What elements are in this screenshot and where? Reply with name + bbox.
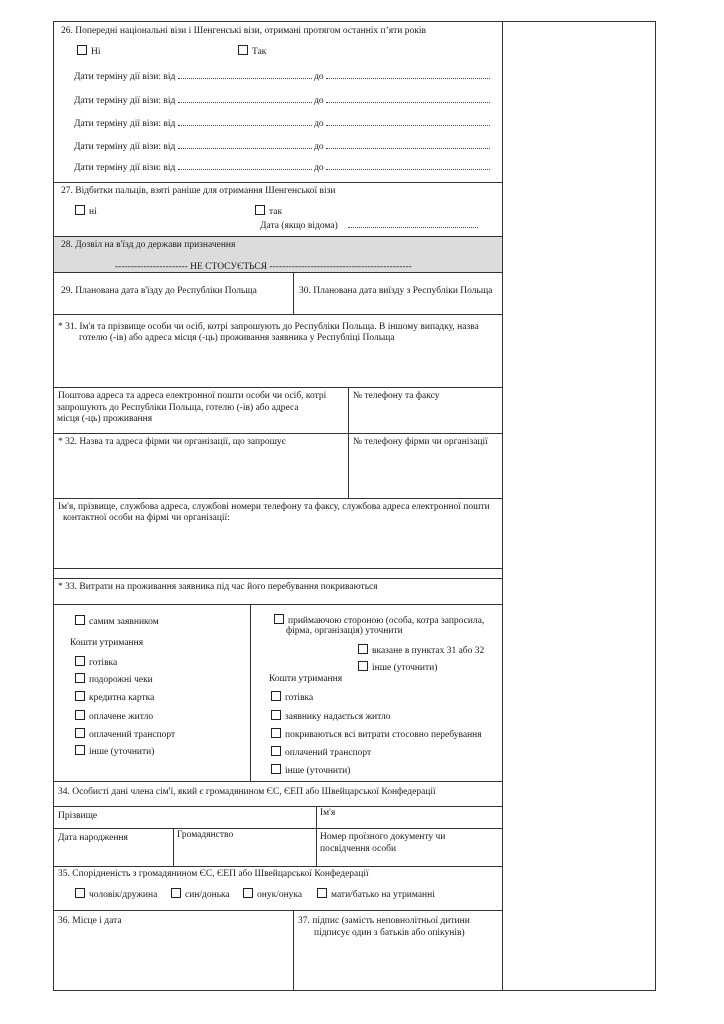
s33-right-checkbox[interactable] <box>271 728 281 738</box>
s27-date-label: Дата (якщо відома) <box>260 221 338 231</box>
divider <box>53 182 502 183</box>
s33-left-label: оплачене житло <box>89 712 154 722</box>
s33-title: * 33. Витрати на проживання заявника під час його перебування покриваються <box>58 582 378 592</box>
s27-option-yes[interactable] <box>255 205 282 218</box>
s32-contact-line1: Ім'я, прізвище, службова адреса, службові номери телефону та факсу, службова адреса електронної пошти <box>58 502 490 512</box>
s33-right-checkbox[interactable] <box>271 746 281 756</box>
s26-to-field[interactable] <box>326 161 490 170</box>
divider <box>53 272 502 273</box>
s26-from-field[interactable] <box>178 161 312 170</box>
divider <box>348 387 349 498</box>
s33-right-option[interactable] <box>271 764 350 777</box>
s26-to-label: до <box>314 119 324 129</box>
s30-title: 30. Планована дата виїзду з Республіки Польща <box>299 286 493 296</box>
s26-visa-row-3 <box>74 117 490 130</box>
s33-left-label: інше (уточнити) <box>89 747 155 757</box>
s35-checkbox[interactable] <box>75 888 85 898</box>
s34-citizenship-label: Громадянство <box>177 830 234 840</box>
s33-right-checkbox[interactable] <box>271 710 281 720</box>
divider <box>173 828 174 866</box>
divider <box>293 910 294 990</box>
s37-line2: підписує один з батьків або опікунів) <box>314 928 465 938</box>
s27-date-field[interactable] <box>348 219 478 228</box>
s33-right-label: інше (уточнити) <box>285 766 351 776</box>
s26-from-field[interactable] <box>178 140 312 149</box>
s33-sub-label: вказане в пунктах 31 або 32 <box>372 646 485 656</box>
s33-by-applicant-checkbox[interactable] <box>75 615 85 625</box>
divider <box>250 604 251 781</box>
form-middle-border <box>502 21 503 991</box>
s26-visa-row-5 <box>74 161 490 174</box>
s27-date <box>260 219 478 232</box>
s33-sub-label: інше (уточнити) <box>372 663 438 673</box>
s33-sub-checkbox[interactable] <box>358 661 368 671</box>
divider <box>53 604 502 605</box>
s26-from-label: Дати терміну дії візи: від <box>74 119 176 129</box>
s31-title-line1: * 31. Ім'я та прізвище особи чи осіб, котрі запрошують до Республіки Польща. В іншому випадку, назва <box>58 322 479 332</box>
s33-left-checkbox[interactable] <box>75 656 85 666</box>
s32-phone-label: № телефону фірми чи організації <box>353 437 488 447</box>
s33-right-option[interactable] <box>271 746 371 759</box>
s33-left-checkbox[interactable] <box>75 745 85 755</box>
s35-checkbox[interactable] <box>317 888 327 898</box>
s33-left-checkbox[interactable] <box>75 710 85 720</box>
s33-right-label: оплачений транспорт <box>285 748 372 758</box>
s33-left-checkbox[interactable] <box>75 673 85 683</box>
s26-from-field[interactable] <box>178 94 312 103</box>
s35-label: син/донька <box>185 890 230 900</box>
divider <box>53 568 502 569</box>
s31-address-line3: місця (-ць) проживання <box>57 414 153 424</box>
s32-contact-line2: контактної особи на фірмі чи організації: <box>63 513 230 523</box>
divider <box>293 272 294 314</box>
divider <box>53 781 502 782</box>
divider <box>53 433 502 434</box>
s26-to-field[interactable] <box>326 117 490 126</box>
s33-left-label: готівка <box>89 658 118 668</box>
divider <box>53 806 502 807</box>
s35-option[interactable] <box>243 888 302 901</box>
form-right-border <box>655 21 656 991</box>
s37-line1: 37. підпис (замість неповнолітньої дитини <box>298 916 470 926</box>
s26-to-label: до <box>314 163 324 173</box>
s26-to-label: до <box>314 142 324 152</box>
s33-right-option[interactable] <box>271 691 313 704</box>
form-top-border <box>53 21 655 22</box>
s33-right-checkbox[interactable] <box>271 691 281 701</box>
s33-by-applicant-label: самим заявником <box>89 617 159 627</box>
s26-from-field[interactable] <box>178 117 312 126</box>
s26-to-label: до <box>314 72 324 82</box>
s33-by-host-line2: фірма, організація) уточнити <box>286 626 403 636</box>
s33-left-label: кредитна картка <box>89 693 155 703</box>
s27-title: 27. Відбитки пальців, взяті раніше для отримання Шенгенської візи <box>61 186 336 196</box>
s26-visa-row-1 <box>74 70 490 83</box>
s33-left-checkbox[interactable] <box>75 691 85 701</box>
s31-address-line2: запрошують до Республіки Польща, готелю (-ів) або адреса <box>57 403 299 413</box>
s34-doc-line1: Номер проїзного документу чи <box>320 832 446 842</box>
s35-title: 35. Спорідненість з громадянином ЄС, ЄЕП або Швейцарської Конфедерації <box>58 869 369 879</box>
divider <box>53 578 502 579</box>
s26-option-yes[interactable] <box>238 45 266 58</box>
s33-left-option[interactable] <box>75 691 154 704</box>
s31-phone-label: № телефону та факсу <box>353 391 440 401</box>
s26-visa-row-2 <box>74 94 490 107</box>
s34-surname-label: Прізвище <box>58 811 98 821</box>
s27-yes-checkbox[interactable] <box>255 205 265 215</box>
s26-from-label: Дати терміну дії візи: від <box>74 163 176 173</box>
s26-to-label: до <box>314 96 324 106</box>
s26-from-field[interactable] <box>178 70 312 79</box>
s33-left-option[interactable] <box>75 745 154 758</box>
s33-left-option[interactable] <box>75 710 153 723</box>
s33-sub-option[interactable] <box>358 644 484 657</box>
s33-right-option[interactable] <box>271 710 391 723</box>
s28-title: 28. Дозвіл на в'їзд до держави призначення <box>61 240 236 250</box>
s35-option[interactable] <box>171 888 230 901</box>
s29-title: 29. Планована дата в'їзду до Республіки Польща <box>61 286 257 296</box>
s33-means-right-label: Кошти утримання <box>269 674 343 684</box>
s27-no-checkbox[interactable] <box>75 205 85 215</box>
s26-yes-checkbox[interactable] <box>238 45 248 55</box>
divider <box>53 387 502 388</box>
s27-no-label: ні <box>89 207 97 217</box>
s27-yes-label: так <box>269 207 283 217</box>
s33-right-option[interactable] <box>271 728 482 741</box>
s33-right-checkbox[interactable] <box>271 764 281 774</box>
divider <box>53 910 502 911</box>
s34-doc-line2: посвідчення особи <box>320 844 397 854</box>
s33-left-label: подорожні чеки <box>89 675 153 685</box>
s33-means-left-label: Кошти утримання <box>70 638 144 648</box>
s33-by-host-checkbox[interactable] <box>274 614 284 624</box>
s26-from-label: Дати терміну дії візи: від <box>74 96 176 106</box>
s32-title: * 32. Назва та адреса фірми чи організації, що запрошує <box>58 437 286 447</box>
s26-yes-label: Так <box>252 47 267 57</box>
divider <box>53 498 502 499</box>
s26-title: 26. Попередні національні візи і Шенгенські візи, отримані протягом останніх п’яти років <box>61 26 427 36</box>
s34-dob-label: Дата народження <box>58 833 128 843</box>
s33-right-label: покриваються всі витрати стосовно перебування <box>285 730 482 740</box>
s34-name-label: Ім'я <box>320 808 336 818</box>
s26-visa-row-4 <box>74 140 490 153</box>
s33-sub-checkbox[interactable] <box>358 644 368 654</box>
s31-address-line1: Поштова адреса та адреса електронної пошти особи чи осіб, котрі <box>58 391 327 401</box>
s35-checkbox[interactable] <box>171 888 181 898</box>
s26-to-field[interactable] <box>326 140 490 149</box>
s35-label: мати/батько на утриманні <box>331 890 435 900</box>
s35-label: чоловік/дружина <box>89 890 158 900</box>
s26-to-field[interactable] <box>326 70 490 79</box>
s33-by-applicant[interactable] <box>75 615 159 628</box>
s35-option[interactable] <box>317 888 435 901</box>
s34-title: 34. Особисті дані члена сім'ї, який є громадянином ЄС, ЄЕП або Швейцарської Конфедерації <box>58 787 436 797</box>
s26-no-label: Ні <box>91 47 101 57</box>
divider <box>53 828 502 829</box>
s33-left-option[interactable] <box>75 728 175 741</box>
s33-right-label: готівка <box>285 693 314 703</box>
form-bottom-border <box>53 990 655 991</box>
s26-no-checkbox[interactable] <box>77 45 87 55</box>
s26-to-field[interactable] <box>326 94 490 103</box>
s31-title-line2: готелю (-ів) або адреса місця (-ць) проживання заявника у Республіці Польща <box>79 333 395 343</box>
form-left-border <box>53 21 54 991</box>
s35-label: онук/онука <box>257 890 303 900</box>
divider <box>53 314 502 315</box>
s36-title: 36. Місце і дата <box>58 916 122 926</box>
s26-option-no[interactable] <box>77 45 101 58</box>
divider <box>316 806 317 866</box>
s26-from-label: Дати терміну дії візи: від <box>74 142 176 152</box>
s28-not-applicable: ----------------------- НЕ СТОСУЄТЬСЯ --------------------------------------------- <box>115 262 412 272</box>
s33-sub-option[interactable] <box>358 661 437 674</box>
divider <box>53 866 502 867</box>
s33-by-host-line1: приймаючою стороною (особа, котра запросила, <box>288 616 485 626</box>
s33-left-option[interactable] <box>75 656 117 669</box>
s35-option[interactable] <box>75 888 157 901</box>
s33-left-checkbox[interactable] <box>75 728 85 738</box>
s33-right-label: заявнику надається житло <box>285 712 391 722</box>
s33-left-option[interactable] <box>75 673 153 686</box>
s27-option-no[interactable] <box>75 205 97 218</box>
s35-checkbox[interactable] <box>243 888 253 898</box>
s33-left-label: оплачений транспорт <box>89 730 176 740</box>
s26-from-label: Дати терміну дії візи: від <box>74 72 176 82</box>
